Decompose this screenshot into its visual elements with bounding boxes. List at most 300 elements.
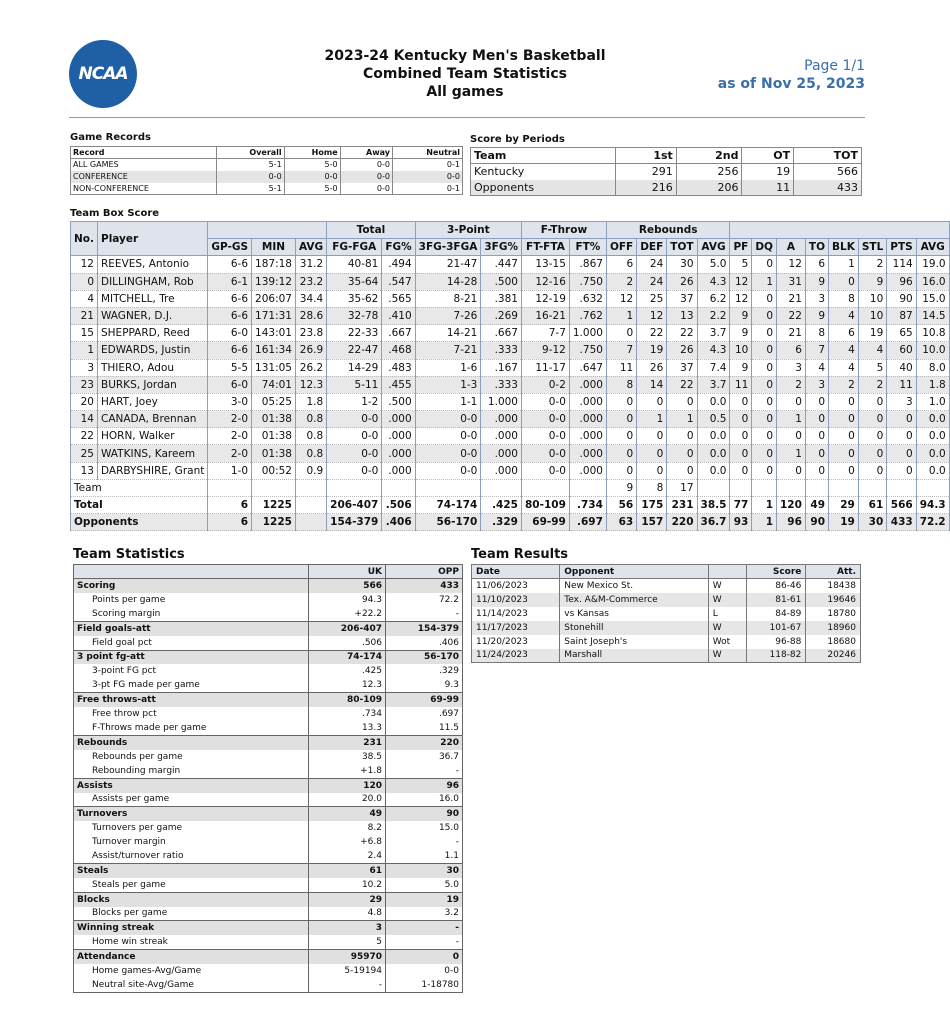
stat-cell: 14 [637, 376, 667, 393]
column-header: Neutral [392, 147, 462, 159]
stat-cell: 143:01 [252, 325, 296, 342]
stat-cell [916, 479, 949, 496]
stat-cell: 2-0 [208, 428, 252, 445]
player-name: SHEPPARD, Reed [98, 325, 208, 342]
stat-opp: 433 [386, 579, 463, 593]
stat-cell: 0 [829, 393, 859, 410]
stat-uk: 95970 [309, 949, 386, 963]
stat-cell [777, 479, 806, 496]
stat-opp: .697 [386, 707, 463, 721]
stat-cell: 6-6 [208, 342, 252, 359]
stat-cell: 12 [730, 273, 752, 290]
stat-cell: 21 [71, 307, 98, 324]
result: Wot [708, 635, 746, 649]
game-records-row [71, 171, 463, 183]
stat-cell: 0.8 [295, 411, 326, 428]
attendance: 20246 [806, 649, 861, 663]
stat-cell: 1 [752, 497, 777, 514]
stat-cell: 6 [777, 342, 806, 359]
stat-cell: 94.3 [916, 497, 949, 514]
stat-cell: 40-81 [327, 256, 382, 273]
game-result-row [472, 649, 861, 663]
stat-cell: .667 [382, 325, 415, 342]
stat-cell: .410 [382, 307, 415, 324]
stat-cell: 90 [887, 290, 916, 307]
table-cell: Kentucky [471, 164, 616, 180]
stat-cell: 14-28 [415, 273, 481, 290]
column-header: 3FG% [481, 239, 522, 256]
table-cell: 0-0 [340, 159, 392, 171]
stat-label: Field goals-att [74, 622, 309, 636]
game-date: 11/10/2023 [472, 593, 560, 607]
stat-cell: 13 [71, 462, 98, 479]
result: W [708, 649, 746, 663]
stat-cell [887, 479, 916, 496]
result: L [708, 607, 746, 621]
stat-cell: 49 [805, 497, 828, 514]
stat-cell: .329 [481, 514, 522, 531]
player-row [71, 256, 950, 273]
table-cell: 0-1 [392, 159, 462, 171]
stat-cell: 9 [858, 273, 886, 290]
team-stat-row [74, 864, 463, 878]
stat-cell: 7 [606, 342, 636, 359]
game-records-row [71, 159, 463, 171]
stat-cell: 05:25 [252, 393, 296, 410]
stat-cell: 22-33 [327, 325, 382, 342]
column-header-no: No. [71, 222, 98, 256]
game-records-row [71, 183, 463, 195]
stat-cell: 87 [887, 307, 916, 324]
team-stats-table [73, 564, 463, 993]
stat-cell: 0.9 [295, 462, 326, 479]
report-title: 2023-24 Kentucky Men's Basketball [324, 48, 606, 64]
stat-uk: .425 [309, 664, 386, 678]
stat-cell: 11 [730, 376, 752, 393]
stat-cell: .697 [569, 514, 606, 531]
stat-cell: .547 [382, 273, 415, 290]
stat-cell: 0 [752, 428, 777, 445]
stat-cell: 1225 [252, 497, 296, 514]
stat-cell: .406 [382, 514, 415, 531]
total-row [71, 497, 950, 514]
stat-cell: 1 [606, 307, 636, 324]
result: W [708, 593, 746, 607]
stat-label: Assist/turnover ratio [74, 850, 309, 864]
table-cell: NON-CONFERENCE [71, 183, 217, 195]
stat-cell: 36.7 [697, 514, 730, 531]
stat-cell: 0 [777, 462, 806, 479]
stat-cell: 14-29 [327, 359, 382, 376]
team-row [71, 479, 950, 496]
stat-cell: 0 [829, 273, 859, 290]
team-stat-row [74, 693, 463, 707]
stat-cell: 37 [667, 290, 697, 307]
stat-cell: 15.0 [916, 290, 949, 307]
stat-cell: 7-21 [415, 342, 481, 359]
stat-cell: 24 [637, 256, 667, 273]
stat-uk: 80-109 [309, 693, 386, 707]
stat-cell: 0 [805, 411, 828, 428]
stat-opp: 56-170 [386, 650, 463, 664]
stat-cell: 72.2 [916, 514, 949, 531]
stat-cell [521, 479, 569, 496]
column-header: 1st [616, 148, 677, 164]
stat-opp: - [386, 607, 463, 621]
stat-cell: 0.0 [916, 445, 949, 462]
column-header: Home [284, 147, 340, 159]
column-header: Date [472, 565, 560, 579]
team-stats-header-row [74, 565, 463, 579]
stat-cell: 0.0 [916, 462, 949, 479]
page-number: Page 1/1 [804, 58, 865, 74]
stat-uk: 3 [309, 921, 386, 935]
stat-cell: 0.0 [697, 445, 730, 462]
column-header: FG% [382, 239, 415, 256]
stat-label: Blocks per game [74, 907, 309, 921]
stat-cell: 12 [71, 256, 98, 273]
column-header [74, 565, 309, 579]
stat-cell: 22 [777, 307, 806, 324]
attendance: 18680 [806, 635, 861, 649]
stat-opp: 90 [386, 807, 463, 821]
team-stat-row [74, 679, 463, 693]
stat-cell: 0.8 [295, 445, 326, 462]
stat-cell: 0 [606, 393, 636, 410]
stat-cell [382, 479, 415, 496]
result: W [708, 621, 746, 635]
stat-cell: 0 [637, 462, 667, 479]
stat-cell: 4 [805, 359, 828, 376]
score-periods-table [470, 147, 862, 196]
stat-cell: 1 [71, 342, 98, 359]
stat-cell: .000 [569, 462, 606, 479]
opponent: Marshall [560, 649, 709, 663]
stat-cell: 4 [829, 307, 859, 324]
stat-cell: .000 [481, 428, 522, 445]
stat-cell: 19.0 [916, 256, 949, 273]
column-header: OT [742, 148, 794, 164]
team-stat-row [74, 664, 463, 678]
score-periods-row [471, 164, 862, 180]
opponent: Tex. A&M-Commerce [560, 593, 709, 607]
stat-opp: .329 [386, 664, 463, 678]
stat-cell: 60 [887, 342, 916, 359]
column-header: PF [730, 239, 752, 256]
stat-cell: 22-47 [327, 342, 382, 359]
stat-cell: .000 [382, 428, 415, 445]
stat-cell: 2-0 [208, 445, 252, 462]
stat-cell: 25 [637, 290, 667, 307]
stat-cell: 0 [752, 256, 777, 273]
stat-cell: 21-47 [415, 256, 481, 273]
column-header: FT% [569, 239, 606, 256]
stat-opp: 0 [386, 949, 463, 963]
stat-cell: 23.2 [295, 273, 326, 290]
stat-cell: 3-0 [208, 393, 252, 410]
stat-uk: 5 [309, 935, 386, 949]
stat-cell [481, 479, 522, 496]
group-header: Total [327, 222, 416, 239]
team-stat-row [74, 850, 463, 864]
stat-cell: 20 [71, 393, 98, 410]
stat-cell: 16-21 [521, 307, 569, 324]
stat-label: Steals [74, 864, 309, 878]
stat-cell: 34.4 [295, 290, 326, 307]
stat-cell: 0 [777, 393, 806, 410]
player-row [71, 462, 950, 479]
team-results-table [471, 564, 861, 663]
column-header: TOT [667, 239, 697, 256]
opponent: vs Kansas [560, 607, 709, 621]
stat-cell: 10 [730, 342, 752, 359]
attendance: 18960 [806, 621, 861, 635]
stat-cell: 4.3 [697, 342, 730, 359]
table-cell: CONFERENCE [71, 171, 217, 183]
team-stat-row [74, 636, 463, 650]
stat-cell: 0 [637, 393, 667, 410]
stat-cell: 19 [829, 514, 859, 531]
stat-cell: 0 [829, 445, 859, 462]
game-result-row [472, 607, 861, 621]
player-name: DILLINGHAM, Rob [98, 273, 208, 290]
stat-cell: 26 [667, 273, 697, 290]
stat-cell: .455 [382, 376, 415, 393]
stat-cell: 38.5 [697, 497, 730, 514]
stat-cell: 22 [71, 428, 98, 445]
group-header: 3-Point [415, 222, 521, 239]
stat-opp: .406 [386, 636, 463, 650]
stat-cell [730, 479, 752, 496]
box-score-title: Team Box Score [70, 208, 160, 219]
table-cell: 0-1 [392, 183, 462, 195]
player-row [71, 273, 950, 290]
stat-cell: 0 [752, 325, 777, 342]
game-date: 11/20/2023 [472, 635, 560, 649]
stat-cell: 187:18 [252, 256, 296, 273]
team-stat-row [74, 607, 463, 621]
column-header: TO [805, 239, 828, 256]
stat-cell: 63 [606, 514, 636, 531]
player-name: MITCHELL, Tre [98, 290, 208, 307]
team-stat-row [74, 593, 463, 607]
stat-cell: 0 [637, 445, 667, 462]
stat-cell: 3 [777, 359, 806, 376]
table-cell: 5-0 [284, 183, 340, 195]
stat-cell: 12 [606, 290, 636, 307]
team-stat-row [74, 892, 463, 906]
stat-cell: 8-21 [415, 290, 481, 307]
table-cell: ALL GAMES [71, 159, 217, 171]
stat-cell: 6-6 [208, 307, 252, 324]
stat-label: Turnovers per game [74, 821, 309, 835]
stat-cell: 96 [887, 273, 916, 290]
team-stat-row [74, 750, 463, 764]
stat-label: Assists [74, 778, 309, 792]
stat-cell: 0-0 [415, 462, 481, 479]
stat-label: Field goal pct [74, 636, 309, 650]
stat-cell: 4.3 [697, 273, 730, 290]
game-date: 11/17/2023 [472, 621, 560, 635]
stat-cell: 0-0 [327, 445, 382, 462]
stat-cell: 6 [208, 497, 252, 514]
stat-cell: .506 [382, 497, 415, 514]
as-of-date: as of Nov 25, 2023 [717, 76, 865, 92]
stat-cell: 0.0 [916, 411, 949, 428]
stat-cell: 21 [777, 290, 806, 307]
game-date: 11/06/2023 [472, 579, 560, 593]
team-stat-row [74, 650, 463, 664]
stat-cell: 21 [777, 325, 806, 342]
column-header: GP-GS [208, 239, 252, 256]
stat-cell: 26 [637, 359, 667, 376]
table-cell: 566 [794, 164, 862, 180]
stat-cell: 0 [667, 428, 697, 445]
column-header: Team [471, 148, 616, 164]
stat-label: Home win streak [74, 935, 309, 949]
stat-cell: 8 [805, 325, 828, 342]
stat-cell: 23.8 [295, 325, 326, 342]
column-header: 2nd [676, 148, 742, 164]
column-header: DQ [752, 239, 777, 256]
stat-cell: .000 [382, 445, 415, 462]
stat-uk: 74-174 [309, 650, 386, 664]
stat-label: Free throws-att [74, 693, 309, 707]
column-header: Opponent [560, 565, 709, 579]
stat-opp: 3.2 [386, 907, 463, 921]
stat-cell: .632 [569, 290, 606, 307]
ncaa-logo: NCAA [69, 40, 137, 108]
column-header: AVG [916, 239, 949, 256]
table-cell: 19 [742, 164, 794, 180]
player-name: HART, Joey [98, 393, 208, 410]
team-stat-row [74, 878, 463, 892]
stat-cell: .500 [481, 273, 522, 290]
stat-cell: 26.9 [295, 342, 326, 359]
stat-cell: 4 [829, 342, 859, 359]
stat-label: 3-point FG pct [74, 664, 309, 678]
stat-cell: 0.0 [916, 428, 949, 445]
stat-cell: 566 [887, 497, 916, 514]
stat-opp: 16.0 [386, 793, 463, 807]
team-label: Team [71, 479, 208, 496]
score-periods-title: Score by Periods [470, 134, 565, 145]
stat-cell: 30 [667, 256, 697, 273]
stat-cell: 9 [606, 479, 636, 496]
stat-cell: .750 [569, 273, 606, 290]
stat-uk: 94.3 [309, 593, 386, 607]
stat-opp: 69-99 [386, 693, 463, 707]
group-header: F-Throw [521, 222, 606, 239]
stat-cell: 0 [752, 290, 777, 307]
stat-cell: 0 [730, 445, 752, 462]
stat-uk: 29 [309, 892, 386, 906]
stat-cell: 1 [777, 411, 806, 428]
stat-cell: 0 [829, 428, 859, 445]
stat-cell: 17 [667, 479, 697, 496]
stat-cell [805, 479, 828, 496]
table-cell: 0-0 [340, 183, 392, 195]
stat-cell: 2-0 [208, 411, 252, 428]
column-header: FT-FTA [521, 239, 569, 256]
stat-cell: 7 [805, 342, 828, 359]
stat-cell: 0 [71, 273, 98, 290]
stat-cell: 0 [752, 393, 777, 410]
column-header: 3FG-3FGA [415, 239, 481, 256]
stat-cell: 8 [637, 479, 667, 496]
stat-cell: 0 [805, 393, 828, 410]
stat-cell: 12 [777, 256, 806, 273]
stat-cell: .167 [481, 359, 522, 376]
stat-cell: 0.0 [697, 428, 730, 445]
stat-cell: 0 [887, 462, 916, 479]
team-stat-row [74, 978, 463, 992]
stat-cell: 96 [777, 514, 806, 531]
opponents-row-label: Opponents [71, 514, 208, 531]
stat-label: Blocks [74, 892, 309, 906]
stat-label: Points per game [74, 593, 309, 607]
stat-cell: 15 [71, 325, 98, 342]
column-header: AVG [295, 239, 326, 256]
stat-cell: 12-19 [521, 290, 569, 307]
stat-cell: 10 [858, 307, 886, 324]
stat-cell: 1 [777, 445, 806, 462]
stat-cell: 13 [667, 307, 697, 324]
stat-cell: 0 [752, 411, 777, 428]
stat-uk: 49 [309, 807, 386, 821]
stat-cell: 7.4 [697, 359, 730, 376]
stat-cell: 0 [887, 428, 916, 445]
attendance: 18780 [806, 607, 861, 621]
team-stat-row [74, 907, 463, 921]
stat-cell: .000 [569, 393, 606, 410]
stat-cell: 9 [730, 325, 752, 342]
total-row-label: Total [71, 497, 208, 514]
stat-cell: 26.2 [295, 359, 326, 376]
stat-cell: 0 [752, 359, 777, 376]
stat-cell: .425 [481, 497, 522, 514]
stat-opp: 220 [386, 736, 463, 750]
stat-cell: 0 [752, 342, 777, 359]
stat-cell: .000 [569, 411, 606, 428]
game-records-table [70, 146, 463, 195]
stat-cell: 0-0 [521, 445, 569, 462]
stat-cell: 131:05 [252, 359, 296, 376]
stat-cell: 9 [805, 273, 828, 290]
stat-opp: 19 [386, 892, 463, 906]
game-result-row [472, 621, 861, 635]
stat-cell: 90 [805, 514, 828, 531]
stat-uk: 566 [309, 579, 386, 593]
column-header: Att. [806, 565, 861, 579]
stat-opp: 154-379 [386, 622, 463, 636]
stat-opp: 1-18780 [386, 978, 463, 992]
stat-cell: 56-170 [415, 514, 481, 531]
player-name: CANADA, Brennan [98, 411, 208, 428]
player-row [71, 307, 950, 324]
stat-cell: 6-0 [208, 325, 252, 342]
team-stat-row [74, 721, 463, 735]
stat-cell: 6.2 [697, 290, 730, 307]
stat-cell: 9 [730, 307, 752, 324]
stat-cell: 0 [858, 462, 886, 479]
stat-cell: 29 [829, 497, 859, 514]
score-periods-row [471, 180, 862, 196]
stat-label: Rebounds per game [74, 750, 309, 764]
stat-cell: 161:34 [252, 342, 296, 359]
player-row [71, 428, 950, 445]
stat-cell: 0 [730, 462, 752, 479]
